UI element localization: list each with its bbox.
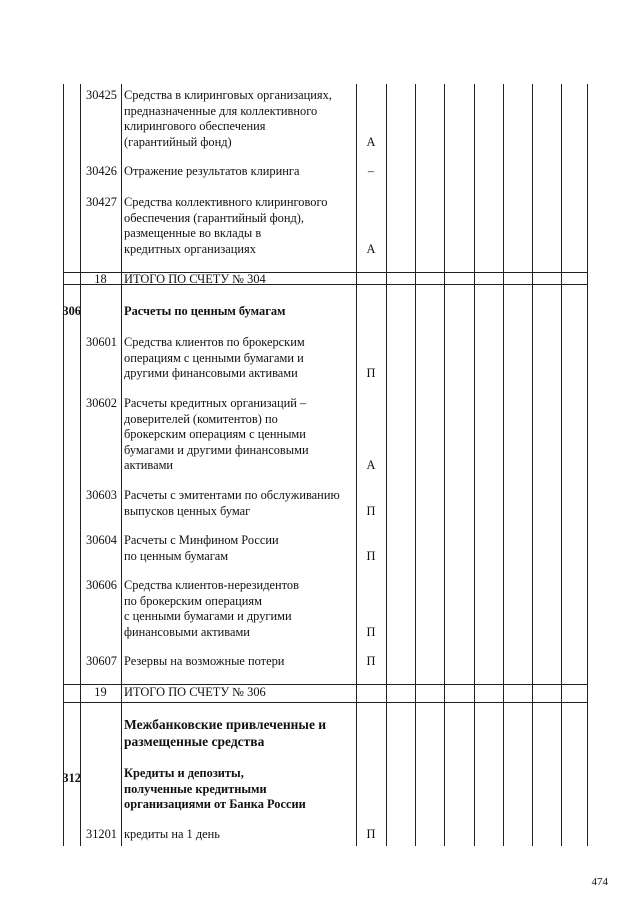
column-rule (587, 84, 588, 846)
section-title: Расчеты по ценным бумагам (124, 304, 286, 318)
page-number: 474 (591, 876, 608, 888)
account-attribute: П (366, 624, 376, 639)
column-rule (386, 84, 387, 846)
account-name-line: обеспечения (гарантийный фонд), (124, 210, 305, 225)
account-name-line: кредиты на 1 день (124, 827, 220, 841)
account-name-line: Средства в клиринговых организациях, (124, 88, 332, 102)
account-name-line: Расчеты кредитных организаций – (124, 396, 307, 410)
column-rule (503, 84, 504, 846)
account-name-line: другими финансовыми активами (124, 366, 298, 381)
account-attribute: П (366, 654, 376, 668)
chapter-heading-line: Межбанковские привлеченные и (124, 717, 327, 732)
account-name-line: Расчеты с эмитентами по обслуживанию (124, 488, 340, 502)
account-name-line: Отражение результатов клиринга (124, 164, 300, 178)
account-name-line: Расчеты с Минфином России (124, 533, 279, 547)
account-attribute: А (366, 458, 376, 473)
column-rule (444, 84, 445, 846)
account-name-line: клирингового обеспечения (124, 119, 266, 134)
account-code: 30427 (86, 195, 117, 209)
account-attribute: А (366, 134, 376, 149)
account-name-line: Резервы на возможные потери (124, 654, 285, 668)
column-rule (121, 84, 122, 846)
column-rule (63, 84, 64, 846)
account-name-line: Средства коллективного клирингового (124, 195, 328, 209)
column-rule (561, 84, 562, 846)
column-rule (474, 84, 475, 846)
account-name-line: активами (124, 458, 174, 473)
account-attribute: П (366, 503, 376, 518)
account-name-line: (гарантийный фонд) (124, 134, 232, 149)
chapter-heading-line: размещенные средства (124, 734, 265, 749)
account-name-line: бумагами и другими финансовыми (124, 442, 309, 457)
account-name-line: брокерским операциям с ценными (124, 427, 306, 442)
section-title-line: организациями от Банка России (124, 797, 306, 812)
account-attribute: П (366, 548, 376, 563)
account-code: 30602 (86, 396, 117, 410)
total-row-number: 18 (94, 272, 107, 286)
column-rule (532, 84, 533, 846)
account-name-line: доверителей (комитентов) по (124, 411, 278, 426)
total-row-label: ИТОГО ПО СЧЕТУ № 306 (124, 685, 266, 699)
account-name-line: Средства клиентов-нерезидентов (124, 578, 299, 592)
account-attribute: А (366, 241, 376, 256)
account-code: 31201 (86, 827, 117, 841)
account-name-line: финансовыми активами (124, 624, 250, 639)
account-name-line: предназначенные для коллективного (124, 103, 318, 118)
account-name-line: по ценным бумагам (124, 548, 229, 563)
account-code: 30425 (86, 88, 117, 102)
account-code: 30606 (86, 578, 117, 592)
row-rule (63, 702, 588, 703)
account-code: 30604 (86, 533, 117, 547)
account-code: 30426 (86, 164, 117, 178)
account-name-line: с ценными бумагами и другими (124, 609, 292, 624)
section-title-line: полученные кредитными (124, 781, 267, 796)
account-name-line: по брокерским операциям (124, 593, 262, 608)
account-name-line: Средства клиентов по брокерским (124, 335, 305, 349)
account-code: 30603 (86, 488, 117, 502)
account-code: 30607 (86, 654, 117, 668)
account-name-line: выпусков ценных бумаг (124, 503, 251, 518)
account-attribute: П (366, 366, 376, 381)
account-name-line: размещенные во вклады в (124, 226, 262, 241)
account-name-line: операциям с ценными бумагами и (124, 350, 304, 365)
account-attribute: – (367, 164, 375, 178)
section-title-line: Кредиты и депозиты, (124, 766, 244, 780)
section-code: 306 (62, 304, 81, 318)
section-code: 312 (62, 771, 81, 785)
total-row-label: ИТОГО ПО СЧЕТУ № 304 (124, 272, 266, 286)
account-attribute: П (366, 827, 376, 841)
account-name-line: кредитных организациях (124, 241, 256, 256)
total-row-number: 19 (94, 685, 107, 699)
column-rule (415, 84, 416, 846)
account-code: 30601 (86, 335, 117, 349)
